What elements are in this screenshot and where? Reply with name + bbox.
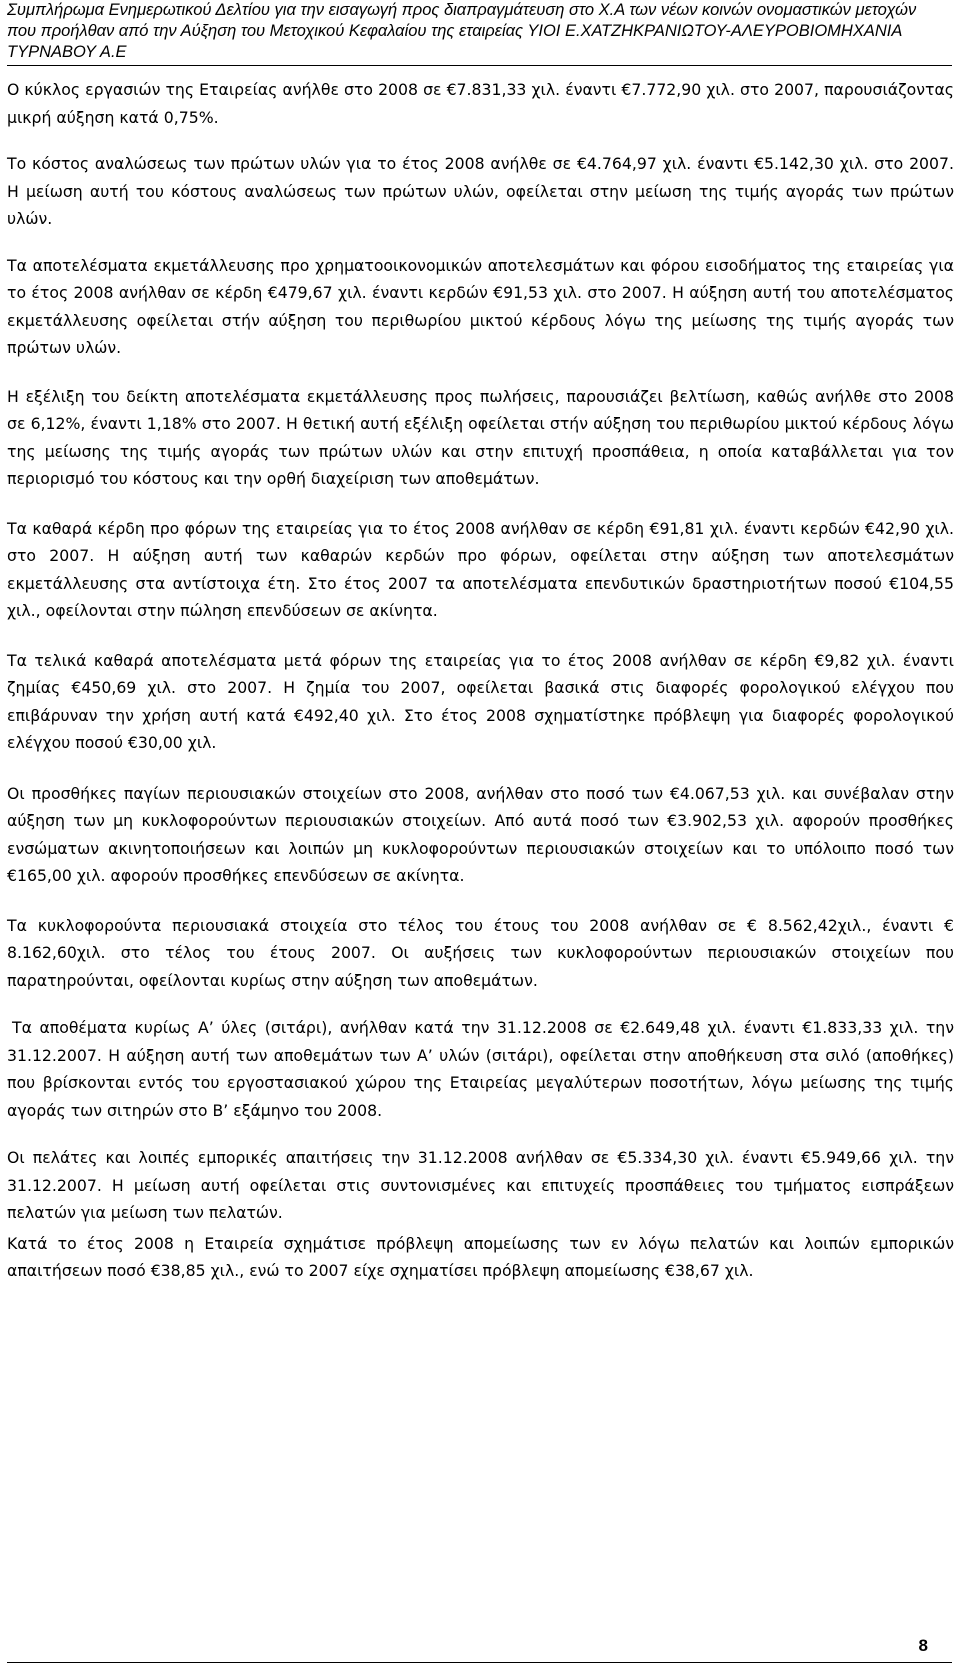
running-header: Συμπλήρωμα Ενημερωτικού Δελτίου για την εισαγωγή προς διαπραγμάτευση στο Χ.Α των νέων κοινών ονομαστικών μετοχών που προήλθαν από την Αύξηση του Μετοχικού Κεφαλαίου της εταιρείας ΥΙΟΙ Ε.ΧΑΤΖΗΚΡΑΝΙΩΤΟΥ-ΑΛΕΥΡΟΒΙΟΜΗΧΑΝΙΑ ΤΥΡΝΑΒΟΥ Α.Ε	[7, 1, 917, 61]
paragraph-fixed-asset-additions: Οι προσθήκες παγίων περιουσιακών στοιχείων στο 2008, ανήλθαν στο ποσό των €4.067,53 χιλ. και συνέβαλαν στην αύξηση των μη κυκλοφορούντων περιουσιακών στοιχείων. Από αυτά ποσό των €3.902,53 χιλ. αφορούν προσθήκες ενσώματων ακινητοποιήσεων και λοιπών μη κυκλοφορούντων περιουσιακών στοιχείων και το υπόλοιπο ποσό των €165,00 χιλ. αφορούν προσθήκες επενδύσεων σε ακίνητα.	[7, 783, 954, 885]
paragraph-receivables: Οι πελάτες και λοιπές εμπορικές απαιτήσεις την 31.12.2008 ανήλθαν σε €5.334,30 χιλ. έναντι €5.949,66 χιλ. την 31.12.2007. Η μείωση αυτή οφείλεται στις συντονισμένες και επιτυχείς προσπάθειες του τμήματος εισπράξεων πελατών για μείωση των πελατών.	[7, 1148, 954, 1222]
page-number: 8	[918, 1636, 928, 1655]
header-divider	[7, 65, 952, 66]
paragraph-raw-material-cost: Το κόστος αναλώσεως των πρώτων υλών για το έτος 2008 ανήλθε σε €4.764,97 χιλ. έναντι €5.142,30 χιλ. στο 2007. Η μείωση αυτή του κόστους αναλώσεως των πρώτων υλών, οφείλεται στην μείωση της τιμής αγοράς των πρώτων υλών.	[7, 154, 954, 228]
footer-divider	[7, 1662, 952, 1663]
document-body	[7, 76, 954, 1285]
paragraph-impairment-provision: Κατά το έτος 2008 η Εταιρεία σχημάτισε πρόβλεψη απομείωσης των εν λόγω πελατών και λοιπών εμπορικών απαιτήσεων ποσό €38,85 χιλ., ενώ το 2007 είχε σχηματίσει πρόβλεψη απομείωσης €38,67 χιλ.	[7, 1233, 954, 1280]
paragraph-operating-results: Τα αποτελέσματα εκμετάλλευσης προ χρηματοοικονομικών αποτελεσμάτων και φόρου εισοδήματος της εταιρείας για το έτος 2008 ανήλθαν σε κέρδη €479,67 χιλ. έναντι κερδών €91,53 χιλ. στο 2007. Η αύξηση αυτή του αποτελέσματος εκμετάλλευσης οφείλεται στήν αύξηση του περιθωρίου μικτού κέρδους λόγω της μείωσης της τιμής αγοράς των πρώτων υλών.	[7, 255, 954, 357]
paragraph-operating-margin: Η εξέλιξη του δείκτη αποτελέσματα εκμετάλλευσης προς πωλήσεις, παρουσιάζει βελτίωση, καθώς ανήλθε στο 2008 σε 6,12%, έναντι 1,18% στο 2007. Η θετική αυτή εξέλιξη οφείλεται στήν αύξηση του περιθωρίου μικτού κέρδους λόγω της μείωσης της τιμής αγοράς των πρώτων υλών και στην επιτυχή προσπάθεια, η οποία καταβάλλεται για τον περιορισμό του κόστους και την ορθή διαχείριση των αποθεμάτων.	[7, 386, 954, 488]
paragraph-profit-before-tax: Τα καθαρά κέρδη προ φόρων της εταιρείας για το έτος 2008 ανήλθαν σε κέρδη €91,81 χιλ. έναντι κερδών €42,90 χιλ. στο 2007. Η αύξηση αυτή των καθαρών κερδών προ φόρων, οφείλεται στην αύξηση των αποτελεσμάτων εκμετάλλευσης στα αντίστοιχα έτη. Στο έτος 2007 τα αποτελέσματα επενδυτικών δραστηριοτήτων ποσού €104,55 χιλ., οφείλονται στην πώληση επενδύσεων σε ακίνητα.	[7, 518, 954, 620]
paragraph-revenue: Ο κύκλος εργασιών της Εταιρείας ανήλθε στο 2008 σε €7.831,33 χιλ. έναντι €7.772,90 χιλ. στο 2007, παρουσιάζοντας μικρή αύξηση κατά 0,75%.	[7, 80, 954, 127]
paragraph-net-results: Τα τελικά καθαρά αποτελέσματα μετά φόρων της εταιρείας για το έτος 2008 ανήλθαν σε κέρδη €9,82 χιλ. έναντι ζημίας €450,69 χιλ. στο 2007. Η ζημία του 2007, οφείλεται βασικά στις διαφορές φορολογικού ελέγχου που επιβάρυναν την χρήση αυτή κατά €492,40 χιλ. Στο έτος 2008 σχηματίστηκε πρόβλεψη για διαφορές φορολογικού ελέγχου ποσού €30,00 χιλ.	[7, 650, 954, 752]
paragraph-current-assets: Τα κυκλοφορούντα περιουσιακά στοιχεία στο τέλος του έτους του 2008 ανήλθαν σε € 8.562,42χιλ., έναντι € 8.162,60χιλ. στο τέλος του έτους 2007. Οι αυξήσεις των κυκλοφορούντων περιουσιακών στοιχείων που παρατηρούνται, οφείλονται κυρίως στην αύξηση των αποθεμάτων.	[7, 915, 954, 990]
paragraph-inventories: Τα αποθέματα κυρίως Α’ ύλες (σιτάρι), ανήλθαν κατά την 31.12.2008 σε €2.649,48 χιλ. έναντι €1.833,33 χιλ. την 31.12.2007. Η αύξηση αυτή των αποθεμάτων των Α’ υλών (σιτάρι), οφείλεται στην αποθήκευση στα σιλό (αποθήκες) που βρίσκονται εντός του εργοστασιακού χώρου της Εταιρείας μεγαλύτερων ποσοτήτων, λόγω μείωσης της τιμής αγοράς των σιτηρών στο Β’ εξάμηνο του 2008.	[7, 1018, 954, 1120]
